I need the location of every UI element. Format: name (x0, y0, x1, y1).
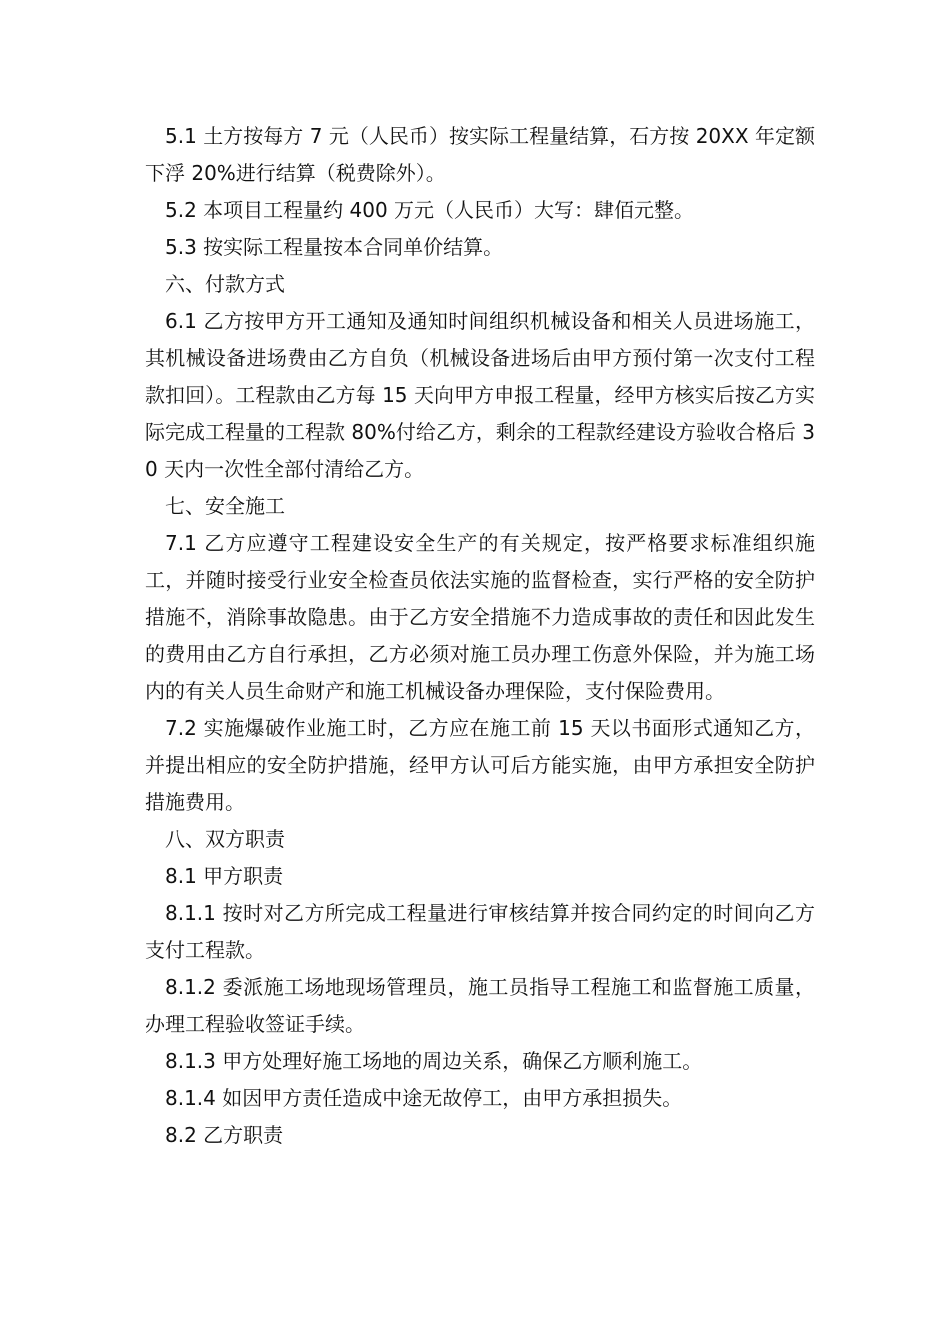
clause-8-1-4: 8.1.4 如因甲方责任造成中途无故停工，由甲方承担损失。 (165, 1086, 683, 1110)
section-heading-duties: 八、双方职责 (165, 827, 285, 851)
section-heading-payment: 六、付款方式 (165, 272, 285, 296)
clause-5-1: 5.1 土方按每方 7 元（人民币）按实际工程量结算，石方按 20XX 年定额下浮 20%进行结算（税费除外）。 (145, 124, 815, 185)
clause-7-2: 7.2 实施爆破作业施工时，乙方应在施工前 15 天以书面形式通知乙方，并提出相应的安全防护措施，经甲方认可后方能实施，由甲方承担安全防护措施费用。 (145, 716, 815, 814)
clause-8-1-3: 8.1.3 甲方处理好施工场地的周边关系，确保乙方顺利施工。 (165, 1049, 703, 1073)
clause-5-3: 5.3 按实际工程量按本合同单价结算。 (165, 235, 504, 259)
document-page (145, 118, 815, 1154)
clause-5-2: 5.2 本项目工程量约 400 万元（人民币）大写：肆佰元整。 (165, 198, 695, 222)
clause-8-1-2: 8.1.2 委派施工场地现场管理员，施工员指导工程施工和监督施工质量，办理工程验收签证手续。 (145, 975, 815, 1036)
section-heading-safety: 七、安全施工 (165, 494, 285, 518)
clause-7-1: 7.1 乙方应遵守工程建设安全生产的有关规定，按严格要求标准组织施工，并随时接受行业安全检查员依法实施的监督检查，实行严格的安全防护措施不，消除事故隐患。由于乙方安全措施不力造成事故的责任和因此发生的费用由乙方自行承担，乙方必须对施工员办理工伤意外保险，并为施工场内的有关人员生命财产和施工机械设备办理保险，支付保险费用。 (145, 531, 815, 703)
clause-6-1: 6.1 乙方按甲方开工通知及通知时间组织机械设备和相关人员进场施工，其机械设备进场费由乙方自负（机械设备进场后由甲方预付第一次支付工程款扣回）。工程款由乙方每 15 天向甲方申报工程量，经甲方核实后按乙方实际完成工程量的工程款 80%付给乙方，剩余的工程款经建设方验收合格后 30 天内一次性全部付清给乙方。 (145, 309, 815, 481)
clause-8-1-1: 8.1.1 按时对乙方所完成工程量进行审核结算并按合同约定的时间向乙方支付工程款。 (145, 901, 815, 962)
clause-8-2: 8.2 乙方职责 (165, 1123, 284, 1147)
clause-8-1: 8.1 甲方职责 (165, 864, 284, 888)
